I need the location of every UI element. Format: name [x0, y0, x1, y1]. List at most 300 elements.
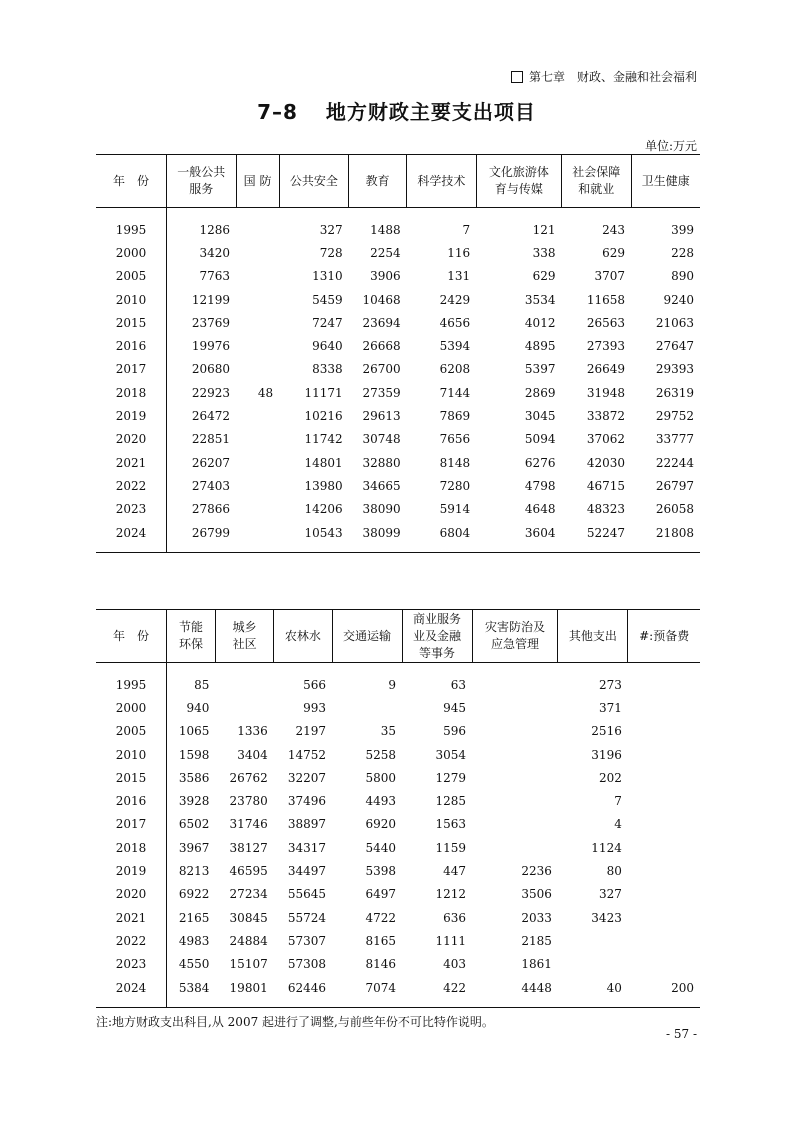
table-row: [96, 311, 700, 334]
value-cell: 21808: [655, 525, 694, 540]
value-cell: 371: [598, 700, 622, 715]
value-cell: 7869: [439, 409, 471, 424]
table-row: [96, 953, 700, 976]
year-cell: 2015: [96, 766, 167, 789]
value-cell: 10468: [362, 292, 401, 307]
table-row: [96, 906, 700, 929]
value-cell: 3506: [521, 887, 552, 902]
value-cell: 4550: [178, 957, 210, 972]
value-cell: 9240: [663, 292, 694, 307]
table-row: [96, 743, 700, 766]
table-row: [96, 859, 700, 882]
table-row: [96, 428, 700, 451]
value-cell: 26762: [229, 770, 268, 785]
year-cell: 2021: [96, 451, 167, 474]
value-cell: 1310: [312, 269, 343, 284]
table-row: [96, 521, 700, 553]
value-cell: 3423: [591, 910, 622, 925]
footnote: 注:地方财政支出科目,从 2007 起进行了调整,与前些年份不可比特作说明。: [96, 1015, 494, 1029]
value-cell: 2254: [370, 245, 401, 260]
value-cell: 8165: [365, 933, 397, 948]
value-cell: [472, 663, 558, 697]
value-cell: [628, 906, 700, 929]
value-cell: 566: [303, 677, 327, 692]
year-column-header: 年 份: [96, 610, 167, 663]
year-cell: 1995: [96, 663, 167, 697]
value-cell: 38897: [287, 817, 327, 832]
year-cell: 2016: [96, 789, 167, 812]
value-cell: 37496: [287, 794, 327, 809]
value-cell: 202: [598, 770, 622, 785]
column-header: 其他支出: [558, 610, 628, 663]
value-cell: 399: [671, 222, 694, 237]
square-icon: [511, 71, 523, 83]
year-cell: 2019: [96, 404, 167, 427]
value-cell: 7074: [365, 980, 397, 995]
table-row: [96, 358, 700, 381]
value-cell: 1861: [521, 957, 552, 972]
value-cell: 116: [447, 245, 471, 260]
value-cell: 20680: [191, 362, 231, 377]
value-cell: 2033: [521, 910, 552, 925]
value-cell: 121: [532, 222, 556, 237]
value-cell: 1159: [435, 840, 467, 855]
value-cell: 26700: [362, 362, 401, 377]
value-cell: 34497: [287, 864, 327, 879]
value-cell: 629: [602, 245, 626, 260]
value-cell: [236, 334, 279, 357]
value-cell: 3967: [178, 840, 210, 855]
value-cell: 4: [614, 817, 622, 832]
value-cell: 32880: [362, 455, 401, 470]
year-cell: 2020: [96, 428, 167, 451]
value-cell: [628, 766, 700, 789]
value-cell: 30845: [229, 910, 268, 925]
column-header: 国 防: [236, 155, 279, 208]
value-cell: [628, 953, 700, 976]
value-cell: 35: [380, 724, 397, 739]
column-header: 公共安全: [279, 155, 349, 208]
value-cell: 26668: [362, 339, 401, 354]
year-cell: 2020: [96, 883, 167, 906]
value-cell: 15107: [229, 957, 268, 972]
value-cell: 1124: [591, 840, 622, 855]
column-header: 交通运输: [332, 610, 402, 663]
value-cell: 5384: [178, 980, 210, 995]
value-cell: [236, 208, 279, 242]
value-cell: 5397: [524, 362, 556, 377]
table-row: [96, 789, 700, 812]
value-cell: [628, 813, 700, 836]
table-row: [96, 696, 700, 719]
value-cell: 26649: [586, 362, 626, 377]
value-cell: 3586: [178, 770, 210, 785]
table-number: 7–8: [257, 100, 298, 124]
value-cell: [628, 696, 700, 719]
value-cell: 38099: [362, 525, 401, 540]
value-cell: [236, 241, 279, 264]
value-cell: 940: [186, 700, 210, 715]
table-title: 地方财政主要支出项目: [325, 100, 536, 124]
value-cell: 728: [319, 245, 343, 260]
value-cell: 27866: [191, 502, 231, 517]
value-cell: 30748: [362, 432, 401, 447]
value-cell: 403: [443, 957, 467, 972]
value-cell: 48323: [586, 502, 626, 517]
value-cell: 4895: [524, 339, 556, 354]
table-row: [96, 720, 700, 743]
year-cell: 2018: [96, 381, 167, 404]
value-cell: 24884: [229, 933, 268, 948]
value-cell: 14752: [287, 747, 327, 762]
value-cell: 3928: [178, 794, 210, 809]
year-cell: 2005: [96, 720, 167, 743]
value-cell: 8148: [439, 455, 471, 470]
year-cell: 2010: [96, 288, 167, 311]
value-cell: 26472: [191, 409, 231, 424]
column-header: 社会保障 和就业: [561, 155, 631, 208]
value-cell: 596: [443, 724, 467, 739]
value-cell: 422: [443, 980, 467, 995]
value-cell: 29752: [655, 409, 694, 424]
value-cell: [236, 404, 279, 427]
value-cell: 7763: [199, 269, 231, 284]
value-cell: 38127: [229, 840, 268, 855]
value-cell: 32207: [287, 770, 327, 785]
value-cell: 6497: [365, 887, 397, 902]
value-cell: 1598: [178, 747, 210, 762]
column-header: 文化旅游体 育与传媒: [476, 155, 561, 208]
value-cell: 890: [671, 269, 694, 284]
value-cell: 11742: [304, 432, 343, 447]
table-row: [96, 813, 700, 836]
value-cell: 5398: [365, 864, 397, 879]
value-cell: [472, 720, 558, 743]
value-cell: 993: [303, 700, 327, 715]
value-cell: 33777: [655, 432, 694, 447]
value-cell: 3604: [524, 525, 556, 540]
value-cell: 27647: [655, 339, 694, 354]
value-cell: 327: [319, 222, 343, 237]
value-cell: 3534: [524, 292, 556, 307]
value-cell: [215, 663, 273, 697]
value-cell: 338: [532, 245, 556, 260]
value-cell: 52247: [586, 525, 626, 540]
value-cell: [628, 663, 700, 697]
table-row: [96, 288, 700, 311]
value-cell: 3707: [594, 269, 626, 284]
value-cell: 629: [532, 269, 556, 284]
value-cell: [236, 521, 279, 553]
value-cell: 27403: [191, 478, 231, 493]
value-cell: 46595: [229, 864, 268, 879]
year-cell: 2021: [96, 906, 167, 929]
value-cell: 19976: [191, 339, 231, 354]
value-cell: [628, 789, 700, 812]
value-cell: 243: [602, 222, 626, 237]
value-cell: 23694: [362, 315, 401, 330]
value-cell: 57308: [287, 957, 327, 972]
value-cell: 31948: [586, 385, 626, 400]
value-cell: 3404: [237, 747, 268, 762]
value-cell: 26319: [655, 385, 694, 400]
value-cell: 27234: [229, 887, 268, 902]
value-cell: 4493: [365, 794, 397, 809]
value-cell: [472, 696, 558, 719]
column-header: 卫生健康: [631, 155, 700, 208]
value-cell: [628, 720, 700, 743]
value-cell: 34317: [287, 840, 327, 855]
table-row: [96, 929, 700, 952]
value-cell: 29613: [362, 409, 401, 424]
column-header: 农林水: [274, 610, 332, 663]
value-cell: 2236: [521, 864, 552, 879]
value-cell: 2185: [521, 933, 552, 948]
value-cell: [472, 836, 558, 859]
value-cell: 29393: [655, 362, 694, 377]
value-cell: 3045: [524, 409, 556, 424]
table-row: [96, 334, 700, 357]
value-cell: 11171: [304, 385, 343, 400]
column-header: 节能 环保: [167, 610, 216, 663]
column-header: 商业服务 业及金融 等事务: [402, 610, 472, 663]
value-cell: 48: [257, 385, 274, 400]
value-cell: [472, 743, 558, 766]
value-cell: 37062: [586, 432, 626, 447]
value-cell: 57307: [287, 933, 327, 948]
value-cell: 1336: [237, 724, 268, 739]
value-cell: 1488: [370, 222, 401, 237]
value-cell: 1285: [435, 794, 467, 809]
value-cell: 6502: [178, 817, 210, 832]
year-cell: 2024: [96, 521, 167, 553]
value-cell: 4983: [178, 933, 210, 948]
table-row: [96, 404, 700, 427]
value-cell: 5914: [439, 502, 471, 517]
value-cell: [236, 358, 279, 381]
year-cell: 2018: [96, 836, 167, 859]
value-cell: 62446: [287, 980, 327, 995]
year-cell: 2024: [96, 976, 167, 1008]
page-title: [0, 96, 793, 125]
table-row: [96, 451, 700, 474]
value-cell: [236, 428, 279, 451]
value-cell: [236, 265, 279, 288]
table-row: [96, 241, 700, 264]
value-cell: [628, 929, 700, 952]
year-cell: 2022: [96, 474, 167, 497]
value-cell: 5459: [312, 292, 343, 307]
value-cell: 19801: [229, 980, 268, 995]
value-cell: 4722: [365, 910, 397, 925]
value-cell: 5094: [524, 432, 556, 447]
value-cell: [472, 789, 558, 812]
value-cell: 4448: [521, 980, 552, 995]
value-cell: 6920: [365, 817, 397, 832]
value-cell: [628, 859, 700, 882]
value-cell: 23769: [191, 315, 231, 330]
value-cell: 3196: [591, 747, 622, 762]
value-cell: 8338: [312, 362, 343, 377]
table-row: [96, 381, 700, 404]
year-cell: 2023: [96, 498, 167, 521]
value-cell: 6208: [439, 362, 471, 377]
value-cell: 26563: [586, 315, 626, 330]
value-cell: 26799: [191, 525, 231, 540]
value-cell: 55645: [287, 887, 327, 902]
table-row: [96, 498, 700, 521]
value-cell: 34665: [362, 478, 401, 493]
value-cell: 1279: [435, 770, 467, 785]
value-cell: 21063: [655, 315, 694, 330]
year-cell: 2010: [96, 743, 167, 766]
expenditure-table-2: [96, 609, 700, 1008]
table-row: [96, 663, 700, 697]
value-cell: [215, 696, 273, 719]
value-cell: [236, 498, 279, 521]
value-cell: [236, 451, 279, 474]
value-cell: 1286: [199, 222, 231, 237]
year-cell: 2017: [96, 813, 167, 836]
value-cell: 63: [450, 677, 467, 692]
value-cell: 8213: [178, 864, 210, 879]
table-row: [96, 976, 700, 1008]
column-header: #:预备费: [628, 610, 700, 663]
table-row: [96, 883, 700, 906]
value-cell: [472, 813, 558, 836]
value-cell: 228: [671, 245, 694, 260]
table-row: [96, 208, 700, 242]
value-cell: 7: [462, 222, 471, 237]
value-cell: 5394: [439, 339, 471, 354]
value-cell: 10543: [304, 525, 343, 540]
column-header: 科学技术: [407, 155, 477, 208]
expenditure-table-1: [96, 154, 700, 553]
value-cell: 33872: [586, 409, 626, 424]
value-cell: 12199: [191, 292, 231, 307]
value-cell: 26058: [655, 502, 694, 517]
value-cell: [472, 766, 558, 789]
value-cell: [628, 743, 700, 766]
value-cell: 10216: [304, 409, 343, 424]
value-cell: 23780: [229, 794, 268, 809]
value-cell: 5258: [365, 747, 397, 762]
value-cell: [628, 883, 700, 906]
value-cell: 55724: [287, 910, 327, 925]
value-cell: 22851: [191, 432, 231, 447]
value-cell: 26797: [655, 478, 694, 493]
value-cell: 4012: [524, 315, 556, 330]
value-cell: [236, 288, 279, 311]
year-cell: 2005: [96, 265, 167, 288]
unit-label: 单位:万元: [644, 139, 697, 153]
value-cell: 447: [443, 864, 467, 879]
value-cell: 1111: [435, 933, 467, 948]
year-cell: 2015: [96, 311, 167, 334]
value-cell: 9640: [312, 339, 343, 354]
value-cell: [558, 929, 628, 952]
column-header: 一般公共 服务: [167, 155, 237, 208]
year-column-header: 年 份: [96, 155, 167, 208]
value-cell: 9: [388, 677, 397, 692]
value-cell: 327: [598, 887, 622, 902]
value-cell: 13980: [304, 478, 343, 493]
table-row: [96, 836, 700, 859]
value-cell: 7656: [439, 432, 471, 447]
column-header: 教育: [349, 155, 407, 208]
value-cell: 2165: [178, 910, 210, 925]
value-cell: 85: [194, 677, 210, 692]
value-cell: 26207: [191, 455, 231, 470]
header-row: [96, 610, 700, 663]
value-cell: 7144: [439, 385, 471, 400]
value-cell: 22244: [655, 455, 694, 470]
year-cell: 2016: [96, 334, 167, 357]
value-cell: 2869: [524, 385, 556, 400]
value-cell: 131: [447, 269, 471, 284]
value-cell: 7280: [439, 478, 471, 493]
value-cell: 11658: [586, 292, 626, 307]
value-cell: 3420: [199, 245, 231, 260]
value-cell: 46715: [586, 478, 626, 493]
value-cell: 4656: [439, 315, 471, 330]
column-header: 城乡 社区: [215, 610, 273, 663]
year-cell: 2000: [96, 696, 167, 719]
value-cell: 200: [671, 980, 694, 995]
value-cell: [332, 696, 402, 719]
value-cell: 2429: [439, 292, 471, 307]
value-cell: 945: [443, 700, 467, 715]
table-row: [96, 474, 700, 497]
value-cell: 6922: [178, 887, 210, 902]
value-cell: 3054: [435, 747, 467, 762]
year-cell: 1995: [96, 208, 167, 242]
value-cell: 6276: [524, 455, 556, 470]
value-cell: [236, 311, 279, 334]
column-header: 灾害防治及 应急管理: [472, 610, 558, 663]
chapter-header: [511, 68, 697, 85]
year-cell: 2000: [96, 241, 167, 264]
chapter-label: 第七章 财政、金融和社会福利: [528, 70, 697, 84]
value-cell: 14206: [304, 502, 343, 517]
value-cell: 5440: [365, 840, 397, 855]
value-cell: 38090: [362, 502, 401, 517]
table-row: [96, 265, 700, 288]
value-cell: 1065: [178, 724, 210, 739]
value-cell: 8146: [365, 957, 397, 972]
value-cell: 40: [606, 980, 622, 995]
value-cell: 31746: [229, 817, 268, 832]
value-cell: 27359: [362, 385, 401, 400]
value-cell: 7247: [312, 315, 343, 330]
value-cell: 22923: [191, 385, 231, 400]
year-cell: 2017: [96, 358, 167, 381]
year-cell: 2023: [96, 953, 167, 976]
value-cell: [236, 474, 279, 497]
year-cell: 2022: [96, 929, 167, 952]
value-cell: [628, 836, 700, 859]
value-cell: 7: [614, 794, 622, 809]
value-cell: 4798: [524, 478, 556, 493]
value-cell: 2197: [295, 724, 327, 739]
value-cell: 27393: [586, 339, 626, 354]
value-cell: 6804: [439, 525, 471, 540]
value-cell: 1212: [435, 887, 467, 902]
value-cell: 1563: [435, 817, 467, 832]
table-row: [96, 766, 700, 789]
year-cell: 2019: [96, 859, 167, 882]
value-cell: 42030: [586, 455, 626, 470]
